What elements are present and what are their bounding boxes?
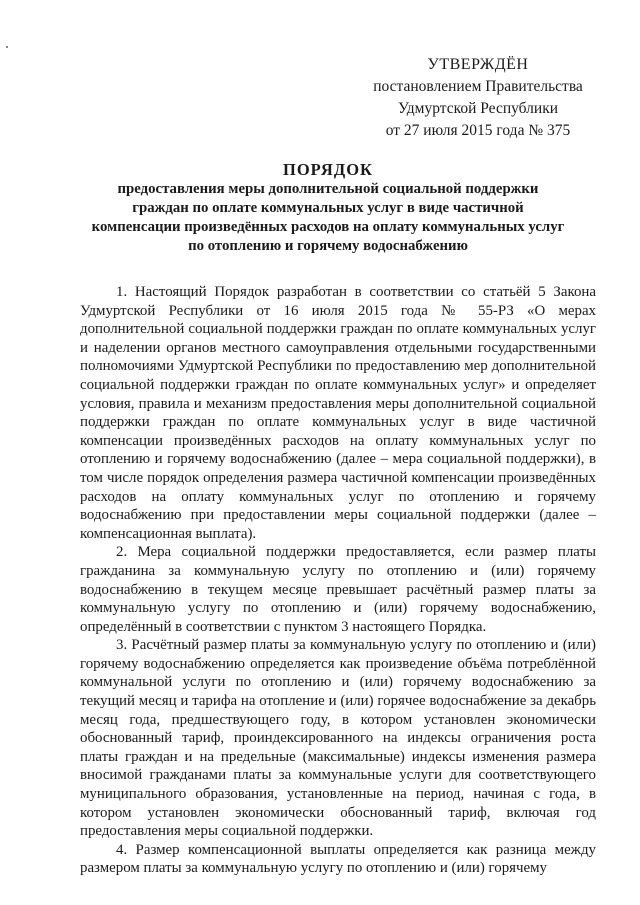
paragraph-2: 2. Мера социальной поддержки предоставляется, если размер платы гражданина за коммунальную услугу по отоплению и (или) горячему водоснабжению в текущем месяце превышает расчётный размер платы за коммунальную услугу по отоплению и (или) горячему водоснабжению, определённый в соответствии с пунктом 3 настоящего Порядка. — [80, 544, 596, 635]
paragraph-1: 1. Настоящий Порядок разработан в соответствии со статьёй 5 Закона Удмуртской Республики от 16 июля 2015 года № 55-РЗ «О мерах дополнительной социальной поддержки граждан по оплате коммунальных услуг и наделении органов местного самоуправления отдельными государственными полномочиями Удмуртской Республики по предоставлению мер дополнительной социальной поддержки граждан по оплате коммунальных услуг» и определяет условия, правила и механизм предоставления меры дополнительной социальной поддержки граждан по оплате коммунальных услуг в виде частичной компенсации произведённых расходов на оплату коммунальных услуг по отоплению и горячему водоснабжению (далее – мера социальной поддержки), в том числе порядок определения размера частичной компенсации произведённых расходов на оплату коммунальных услуг по отоплению и горячему водоснабжению при предоставлении меры социальной поддержки (далее – компенсационная выплата). — [80, 284, 596, 542]
paragraph-3: 3. Расчётный размер платы за коммунальную услугу по отоплению и (или) горячему водоснабжению определяется как произведение объёма потреблённой коммунальной услуги по отоплению и (или) горячему водоснабжению за текущий месяц и тарифа на отопление и (или) горячее водоснабжение за декабрь месяц года, предшествующего году, в котором установлен экономически обоснованный тариф, проиндексированного на индексы ограничения роста платы граждан и на предельные (максимальные) индексы изменения размера вносимой гражданами платы за коммунальные услуги для соответствующего муниципального образования, установленные на период, начиная с года, в котором установлен экономически обоснованный тариф, включая год предоставления меры социальной поддержки. — [80, 637, 596, 840]
document-title-block — [88, 160, 568, 256]
paragraph-4: 4. Размер компенсационной выплаты определяется как разница между размером платы за коммунальную услугу по отоплению и (или) горячему — [80, 841, 596, 877]
document-subtitle: предоставления меры дополнительной социальной поддержки граждан по оплате коммунальных услуг в виде частичной компенсации произведённых расходов на оплату коммунальных услуг по отоплению и горячему водоснабжению — [91, 181, 565, 254]
approval-block — [360, 54, 596, 142]
approved-heading: УТВЕРЖДЁН — [427, 56, 529, 73]
approval-line-date: от 27 июля 2015 года № 375 — [385, 122, 571, 139]
document-title: ПОРЯДОК — [283, 160, 373, 179]
approval-line-decree: постановлением Правительства — [373, 78, 583, 95]
approval-line-republic: Удмуртской Республики — [397, 100, 559, 117]
document-body — [80, 283, 596, 878]
scan-speck — [6, 46, 8, 48]
